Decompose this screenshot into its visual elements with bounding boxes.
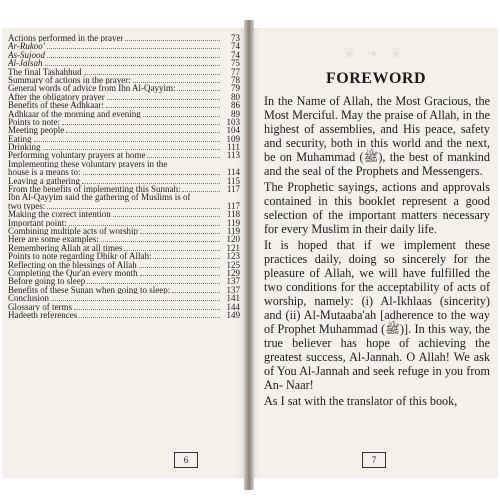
toc-leader-dots xyxy=(87,283,220,284)
toc-entry xyxy=(8,51,240,59)
toc-entry-title: Implementing these voluntary prayers in the xyxy=(8,159,168,169)
toc-entry-page: 121 xyxy=(226,242,240,253)
foreword-paragraph-4: As I sat with the translator of this book, xyxy=(264,394,458,408)
toc-entry xyxy=(8,84,240,92)
toc-entry xyxy=(8,42,240,50)
toc-entry xyxy=(8,177,240,185)
toc-entry-title: Eating xyxy=(8,134,32,144)
toc-entry-page: 78 xyxy=(231,74,240,85)
toc-entry-title: Al-Jalsah xyxy=(8,59,43,68)
toc-entry xyxy=(8,185,240,193)
toc-leader-dots xyxy=(45,65,221,66)
toc-leader-dots xyxy=(125,40,220,41)
toc-entry xyxy=(8,101,240,109)
toc-entry-title: Combining multiple acts of worship xyxy=(8,226,138,236)
toc-entry-page: 137 xyxy=(226,276,240,287)
table-of-contents xyxy=(8,34,240,319)
toc-entry-page: 113 xyxy=(226,150,240,161)
toc-entry-title: Remembering Allah at all times xyxy=(8,243,123,253)
toc-leader-dots xyxy=(84,74,220,75)
toc-entry xyxy=(8,311,240,319)
toc-entry xyxy=(8,269,240,277)
toc-leader-dots xyxy=(101,241,220,242)
toc-entry xyxy=(8,135,240,143)
toc-entry xyxy=(8,68,240,76)
toc-entry-page: 117 xyxy=(226,184,240,195)
right-page-number: 7 xyxy=(362,452,386,468)
toc-entry-title: Ibn Al-Qayyim said the gathering of Muslims is of xyxy=(8,193,191,202)
toc-entry-page: 119 xyxy=(226,217,240,228)
toc-entry xyxy=(8,93,240,101)
toc-entry-page: 73 xyxy=(231,33,240,43)
toc-entry-title: Benefits of these Sunan when going to sleep: xyxy=(8,285,171,295)
toc-leader-dots xyxy=(47,208,220,209)
toc-entry-page: 89 xyxy=(231,108,240,119)
toc-entry-page: 75 xyxy=(231,58,240,69)
toc-entry-title: two types: xyxy=(8,201,46,211)
foreword-paragraph-2: The Prophetic sayings, actions and approvals contained in this booklet represent a good selection of the important matters necessary for every Muslim in their daily life. xyxy=(264,180,490,236)
toc-leader-dots xyxy=(113,216,220,217)
toc-entry xyxy=(8,143,240,151)
toc-entry xyxy=(8,110,240,118)
toc-leader-dots xyxy=(182,191,220,192)
toc-entry xyxy=(8,76,240,84)
toc-entry-page: 129 xyxy=(226,267,240,278)
book-gutter xyxy=(244,20,254,490)
toc-entry-title: From the benefits of implementing this Sunnah: xyxy=(8,185,181,194)
toc-entry-page: 125 xyxy=(226,259,240,270)
toc-entry-page: 119 xyxy=(226,225,240,236)
toc-entry xyxy=(8,202,240,210)
toc-entry-page: 115 xyxy=(226,175,240,186)
toc-entry-page: 111 xyxy=(227,142,240,153)
toc-leader-dots xyxy=(133,82,220,83)
toc-entry-page: 79 xyxy=(231,83,240,94)
toc-entry xyxy=(8,286,240,294)
toc-entry-title: Hadeeth references xyxy=(8,310,78,320)
toc-entry xyxy=(8,303,240,311)
toc-entry-page: 123 xyxy=(226,251,240,262)
toc-leader-dots xyxy=(79,317,220,318)
toc-entry xyxy=(8,126,240,134)
toc-entry-title: Conclusion xyxy=(8,294,50,303)
toc-leader-dots xyxy=(43,149,221,150)
toc-leader-dots xyxy=(140,275,220,276)
toc-leader-dots xyxy=(47,57,220,58)
toc-entry xyxy=(8,252,240,260)
toc-entry-title: Meeting people xyxy=(8,126,65,135)
toc-entry xyxy=(8,59,240,67)
toc-leader-dots xyxy=(153,258,220,259)
toc-entry-title: Making the correct intention xyxy=(8,210,111,219)
toc-entry-page: 104 xyxy=(226,125,240,136)
toc-entry xyxy=(8,160,240,168)
toc-leader-dots xyxy=(51,300,220,301)
toc-entry xyxy=(8,277,240,285)
toc-entry-title: The final Tashahhud xyxy=(8,67,82,76)
toc-leader-dots xyxy=(147,157,220,158)
toc-entry-title: Adhkaar of the morning and evening xyxy=(8,109,141,118)
toc-entry-title: Performing voluntary prayers at home xyxy=(8,151,146,160)
toc-entry-title: After the obligatory prayer xyxy=(8,92,105,102)
toc-entry-title: General words of advice from Ibn Al-Qayyim: xyxy=(8,84,176,93)
toc-entry-title: Actions performed in the prayer xyxy=(8,34,124,43)
toc-entry-page: 118 xyxy=(226,209,240,220)
toc-entry xyxy=(8,168,240,176)
toc-leader-dots xyxy=(139,267,220,268)
toc-entry xyxy=(8,227,240,235)
toc-entry-title: house is a means to: xyxy=(8,168,81,177)
toc-entry-title: Leaving a gathering xyxy=(8,176,80,186)
toc-leader-dots xyxy=(83,174,221,175)
toc-entry-page: 114 xyxy=(226,167,240,178)
toc-entry-title: Here are some examples: xyxy=(8,235,99,244)
toc-entry-page: 77 xyxy=(231,66,240,77)
toc-entry-title: Summary of actions in the prayer: xyxy=(8,75,131,85)
toc-entry xyxy=(8,193,240,201)
toc-entry-title: Reflecting on the blessings of Allah xyxy=(8,260,137,269)
toc-entry xyxy=(8,34,240,42)
toc-entry-page: 149 xyxy=(226,309,240,320)
toc-leader-dots xyxy=(82,183,220,184)
toc-entry-page: 141 xyxy=(226,293,240,304)
toc-leader-dots xyxy=(106,107,220,108)
toc-entry-page: 109 xyxy=(226,133,240,144)
toc-entry xyxy=(8,261,240,269)
toc-leader-dots xyxy=(69,225,220,226)
toc-entry-page: 137 xyxy=(226,284,240,295)
toc-entry-page: 120 xyxy=(226,234,240,245)
toc-entry-page: 74 xyxy=(231,49,240,60)
toc-leader-dots xyxy=(143,116,220,117)
toc-entry-title: Drinking xyxy=(8,143,41,152)
toc-entry-title: Ar-Rukoo' xyxy=(8,42,45,51)
foreword-paragraph-3: It is hoped that if we implement these practices daily, doing so sincerely for the pleasure of Allah, we will have fulfilled the two conditions for the acceptability of acts of worship, namely: (i) Al-Ikhlaas (sincerity) and (ii) Al-Mutaaba'ah [adherence to the way of Prophet Muhammad (ﷺ)]. In this way, the true believer has hope of achieving the greatest success, Al-Jannah. O Allah! We ask of You Al-Jannah and seek refuge in you from An- Naar! xyxy=(264,238,490,392)
toc-entry-page: 117 xyxy=(226,200,240,211)
toc-entry-page: 86 xyxy=(231,100,240,111)
toc-entry xyxy=(8,244,240,252)
toc-entry-title: Points to note: xyxy=(8,117,61,127)
toc-entry-page: 103 xyxy=(226,116,240,127)
toc-leader-dots xyxy=(177,90,220,91)
toc-entry-title: Benefits of these Adhkaar: xyxy=(8,101,104,110)
toc-entry-page: 144 xyxy=(226,301,240,312)
toc-entry xyxy=(8,210,240,218)
toc-leader-dots xyxy=(62,124,220,125)
foreword-paragraph-1: In the Name of Allah, the Most Gracious, the Most Merciful. May the praise of Allah, in the highest of assemblies, and His peace, safety and security, both in this world and the next, be on Muhammad (ﷺ), the best of mankind and the seal of the Prophets and Messengers. xyxy=(264,94,490,178)
toc-entry-title: Glossary of terms xyxy=(8,302,72,311)
toc-entry-title: Completing the Qur'an every month xyxy=(8,268,138,278)
toc-leader-dots xyxy=(124,250,220,251)
toc-leader-dots xyxy=(34,141,221,142)
left-page-number: 6 xyxy=(174,452,198,468)
toc-leader-dots xyxy=(74,309,220,310)
toc-entry-title: Important point: xyxy=(8,218,67,227)
toc-entry xyxy=(8,219,240,227)
foreword-body xyxy=(264,94,490,410)
toc-leader-dots xyxy=(172,292,220,293)
toc-entry-title: Points to note regarding Dhikr of Allah: xyxy=(8,252,152,261)
toc-leader-dots xyxy=(140,233,220,234)
toc-entry xyxy=(8,118,240,126)
toc-entry-title: As-Sujood xyxy=(8,50,45,60)
foreword-title: FOREWORD xyxy=(326,70,426,87)
header-ornament: ❦ ❧ ❦ xyxy=(343,47,407,62)
toc-leader-dots xyxy=(47,48,220,49)
toc-entry xyxy=(8,151,240,159)
toc-entry-title: Before going to sleep xyxy=(8,277,86,286)
toc-entry xyxy=(8,294,240,302)
toc-leader-dots xyxy=(107,99,220,100)
toc-entry xyxy=(8,235,240,243)
toc-leader-dots xyxy=(66,132,220,133)
toc-entry-page: 74 xyxy=(231,41,240,52)
toc-entry-page: 80 xyxy=(231,91,240,102)
